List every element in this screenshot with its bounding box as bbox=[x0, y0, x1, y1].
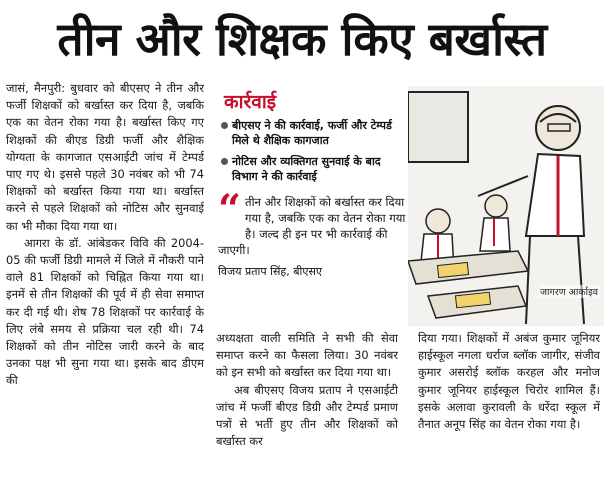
sidebar-item-text: बीएसए ने की कार्रवाई, फर्जी और टेम्पर्ड मिले थे शैक्षिक कागजात bbox=[232, 119, 392, 147]
article-column-2 bbox=[216, 330, 398, 497]
bullet-icon bbox=[221, 122, 228, 129]
paragraph: अब बीएसए विजय प्रताप ने एसआईटी जांच में फर्जी बीएड डिग्री और टेम्पर्ड प्रमाण पत्रों से भर्ती हुए तीन और शिक्षकों को बर्खास्त कर bbox=[216, 382, 398, 449]
sidebar-item-text: नोटिस और व्यक्तिगत सुनवाई के बाद विभाग ने की कार्रवाई bbox=[232, 155, 381, 183]
bullet-icon bbox=[221, 158, 228, 165]
sidebar-list bbox=[218, 118, 408, 184]
quote-author: विजय प्रताप सिंह, बीएसए bbox=[218, 265, 322, 278]
action-sidebar bbox=[218, 90, 408, 325]
article-column-3 bbox=[418, 330, 600, 497]
quote-text: तीन और शिक्षकों को बर्खास्त कर दिया गया है, जबकि एक का वेतन रोका गया है। जल्द ही इन पर भी कार्रवाई की जाएगी। bbox=[218, 195, 406, 257]
headline: तीन और शिक्षक किए बर्खास्त bbox=[57, 12, 547, 66]
classroom-illustration bbox=[408, 86, 604, 326]
sidebar-title: कार्रवाई bbox=[224, 91, 277, 113]
photo-caption: जागरण आर्काइव bbox=[540, 287, 599, 298]
article-column-1 bbox=[6, 80, 204, 497]
paragraph: आगरा के डॉ. आंबेडकर विवि की 2004-05 की फर्जी डिग्री मामले में जिले में नौकरी पाने वाले 81 शिक्षकों को चिह्नित किया गया था। इनमें से तीन शिक्षकों की पूर्व में ही सेवा समाप्त कर दी गई थी। शेष 78 शिक्षकों पर कार्रवाई के लिए लंबे समय से प्रक्रिया चल रही थी। 74 शिक्षकों को तीन नोटिस जारी करने के बाद उनका पक्ष भी सुना गया था। इसके बाद डीएम की bbox=[6, 235, 204, 388]
paragraph: अध्यक्षता वाली समिति ने सभी की सेवा समाप्त करने का फैसला लिया। 30 नवंबर को इन सभी को बर्खास्त कर दिया गया था। bbox=[216, 331, 398, 380]
sidebar-item bbox=[218, 154, 408, 184]
paragraph: जासं, मैनपुरी: बुधवार को बीएसए ने तीन और फर्जी शिक्षकों को बर्खास्त कर दिया है, जबकि एक का वेतन रोका गया है। बर्खास्त किए गए शिक्षकों की बीएड डिग्री फर्जी और शैक्षिक योग्यता के कागजात एसआईटी जांच में टेम्पर्ड पाए गए थे। इससे पहले 30 नवंबर को भी 74 शिक्षकों को बर्खास्त किया गया था। बर्खास्त करने से पहले शिक्षकों को नोटिस और सुनवाई का भी मौका दिया गया था। bbox=[6, 81, 204, 233]
quote-mark-icon: “ bbox=[218, 186, 242, 233]
pull-quote bbox=[218, 186, 408, 280]
sidebar-item bbox=[218, 118, 408, 148]
paragraph: दिया गया। शिक्षकों में अबंज कुमार जूनियर हाईस्कूल नगला धर्राज ब्लॉक जागीर, संजीव कुमार असरोई ब्लॉक करहल और मनोज कुमार जूनियर हाईस्कूल चिरोर शामिल हैं। इसके अलावा कुरावली के धरेंदा स्कूल में तैनात अनूप सिंह का वेतन रोका गया है। bbox=[418, 331, 600, 432]
